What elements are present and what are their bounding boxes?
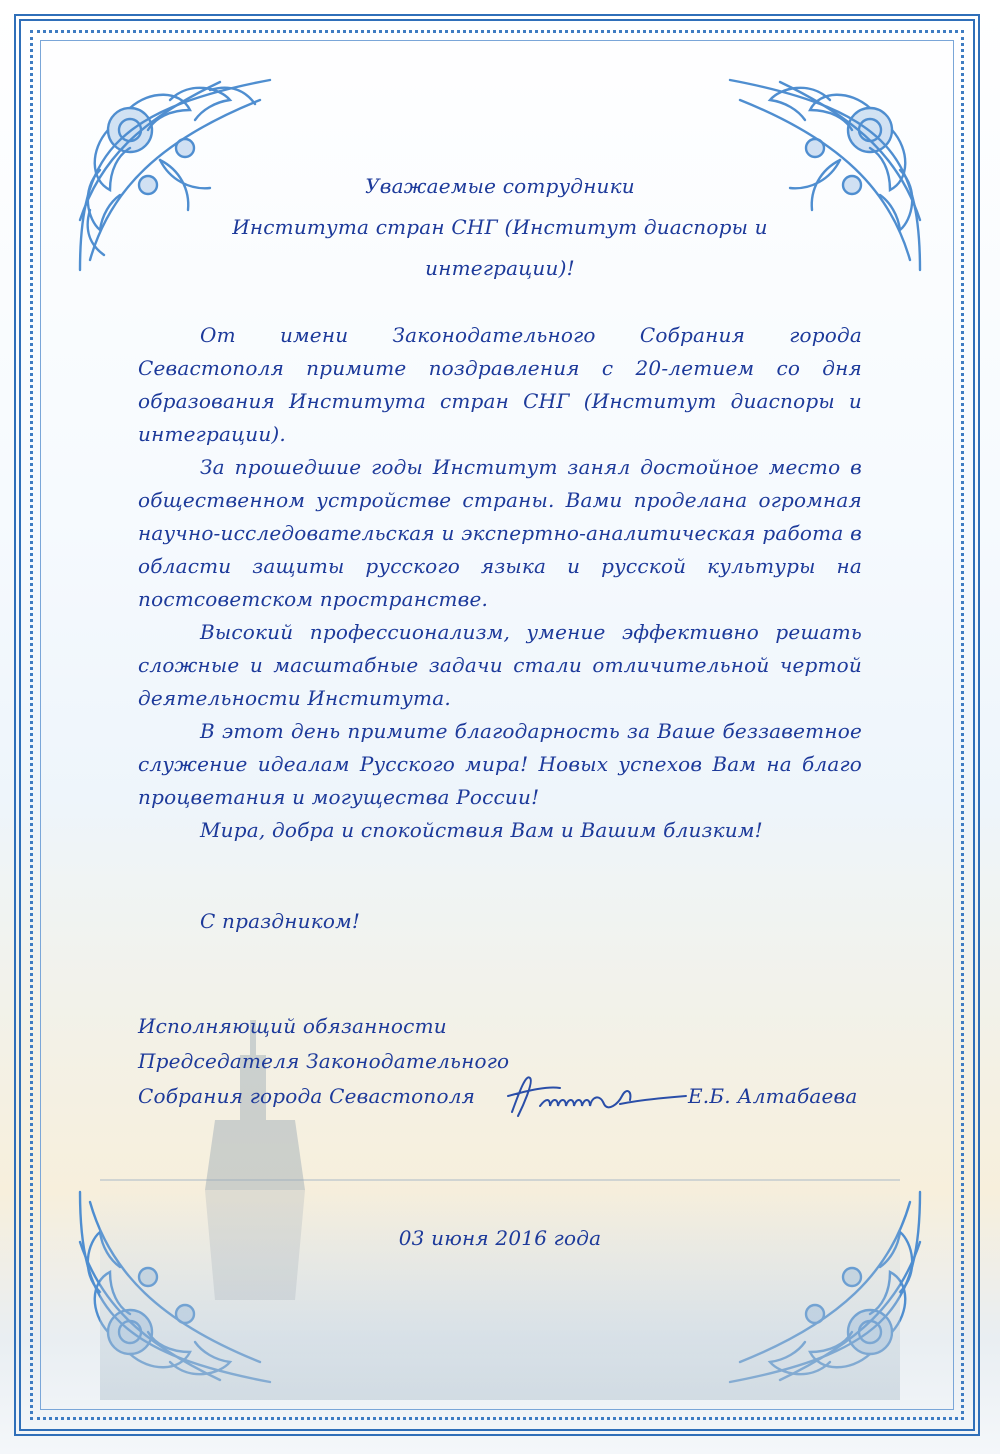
signatory-name: Е.Б. Алтабаева <box>688 1084 858 1108</box>
greeting-line-1: Уважаемые сотрудники <box>365 174 635 198</box>
paragraph-2: За прошедшие годы Институт занял достойное место в общественном устройстве страны. Вами проделана огромная научно-исследовательская и экспертно-аналитическая работа в области защиты русского языка и русской культуры на постсоветском пространстве. <box>138 455 862 611</box>
paragraph-1: От имени Законодательного Собрания города Севастополя примите поздравления с 20-летием со дня образования Института стран СНГ (Институт диаспоры и интеграции). <box>138 323 862 446</box>
letter-body <box>138 319 862 847</box>
greeting-line-3: интеграции)! <box>425 256 575 280</box>
signature-title-3: Собрания города Севастополя <box>138 1084 476 1108</box>
greeting-line-2: Института стран СНГ (Институт диаспоры и <box>232 215 768 239</box>
signature-title-2: Председателя Законодательного <box>138 1049 510 1073</box>
letter-date: 03 июня 2016 года <box>398 1226 602 1250</box>
paragraph-3: Высокий профессионализм, умение эффективно решать сложные и масштабные задачи стали отличительной чертой деятельности Института. <box>138 620 862 710</box>
paragraph-5: Мира, добра и спокойствия Вам и Вашим близким! <box>200 818 763 842</box>
closing-line: С праздником! <box>200 909 361 933</box>
paragraph-4: В этот день примите благодарность за Ваше беззаветное служение идеалам Русского мира! Новых успехов Вам на благо процветания и могущества России! <box>138 719 862 809</box>
handwritten-signature <box>500 1060 690 1130</box>
signature-title-1: Исполняющий обязанности <box>138 1014 447 1038</box>
